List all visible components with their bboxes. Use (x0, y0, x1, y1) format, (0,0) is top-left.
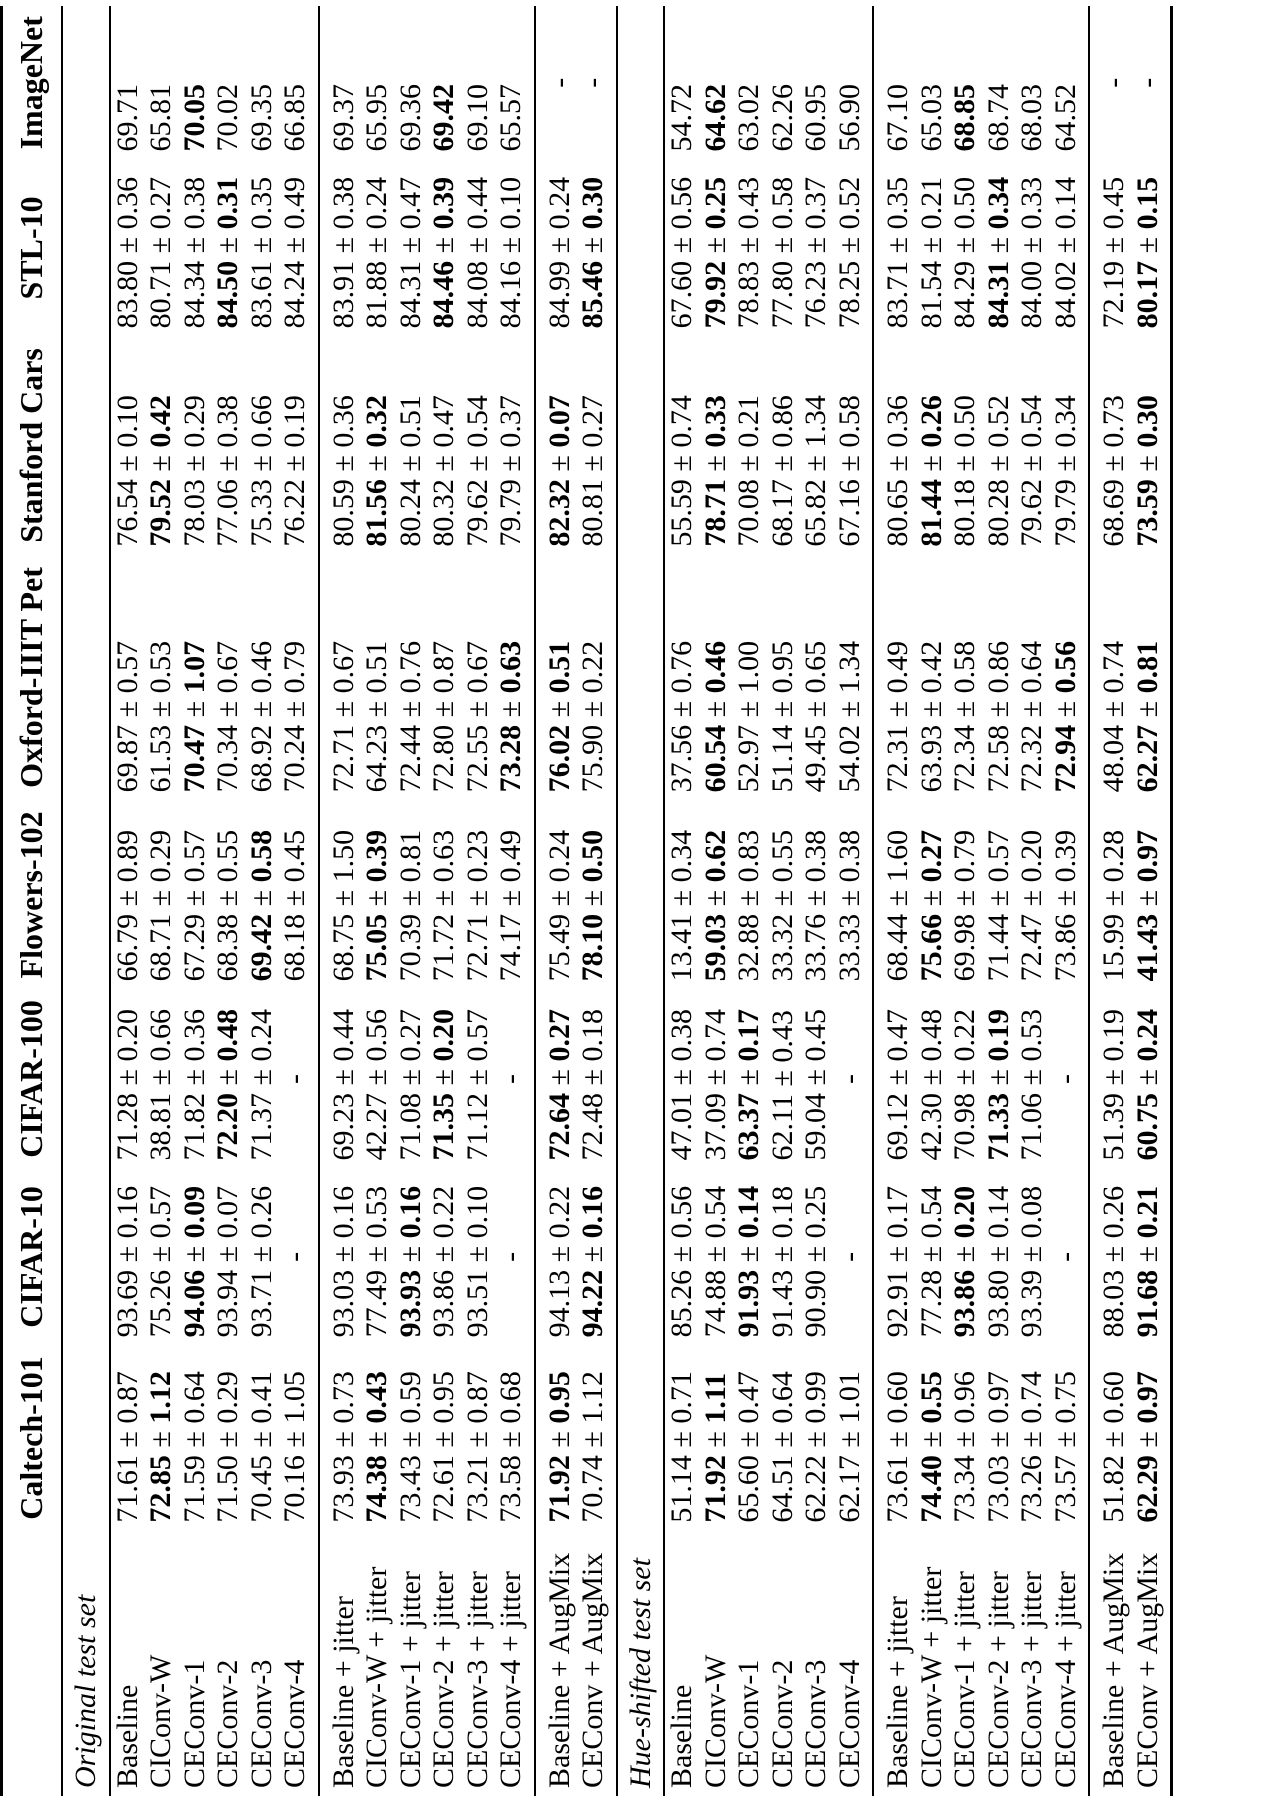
metric-cell: 78.25 ± 0.52 (832, 176, 866, 329)
metric-cell: 91.43 ± 0.18 (765, 1185, 799, 1338)
metric-cell: 72.80 ± 0.87 (427, 640, 460, 793)
metric-cell: 51.14 ± 0.95 (765, 640, 799, 793)
model-name: CEConv-2 + jitter (427, 1571, 460, 1788)
header-dataset: Caltech-101 (2, 1345, 63, 1530)
model-name: CIConv-W (698, 1654, 732, 1788)
header-dataset: Oxford-IIIT Pet (2, 555, 63, 801)
metric-cell: 84.16 ± 0.10 (494, 176, 527, 329)
header-model (2, 1531, 63, 1796)
model-name: Baseline + AugMix (535, 1531, 577, 1796)
metric-cell: 76.22 ± 0.19 (278, 395, 311, 547)
metric-cell: 66.79 ± 0.89 (110, 829, 144, 982)
metric-cell: 71.12 ± 0.57 (460, 1009, 494, 1161)
table-row (1015, 6, 1049, 1796)
metric-cell: 71.37 ± 0.24 (244, 1009, 278, 1161)
metric-cell: 90.90 ± 0.25 (799, 1185, 832, 1338)
metric-cell: 94.06 ± 0.09 (177, 1185, 211, 1338)
table-body (62, 6, 1172, 1796)
metric-cell: 51.82 ± 0.60 (1089, 1345, 1131, 1530)
metric-cell: 81.56 ± 0.32 (360, 395, 393, 547)
metric-cell: 63.02 (732, 84, 765, 152)
metric-cell: 71.50 ± 0.29 (211, 1371, 244, 1523)
metric-cell: - (576, 77, 609, 88)
metric-cell: - (832, 1251, 866, 1262)
metric-cell: 91.93 ± 0.14 (732, 1185, 765, 1338)
model-name: CEConv-4 + jitter (494, 1571, 527, 1788)
metric-cell: - (494, 1073, 527, 1084)
metric-cell: 84.29 ± 0.50 (948, 176, 981, 329)
metric-cell: 81.54 ± 0.21 (914, 176, 948, 329)
metric-cell: - (832, 1073, 866, 1084)
metric-cell: 70.34 ± 0.67 (211, 640, 244, 793)
metric-cell: 68.44 ± 1.60 (873, 800, 915, 989)
metric-cell: 70.47 ± 1.07 (177, 640, 211, 793)
metric-cell: 73.59 ± 0.30 (1131, 336, 1172, 554)
metric-cell: 80.71 ± 0.27 (144, 176, 177, 329)
metric-cell: 80.17 ± 0.15 (1131, 160, 1172, 337)
table-row (833, 6, 874, 1796)
metric-cell: 73.03 ± 0.97 (981, 1371, 1015, 1523)
model-name: CEConv-3 (244, 1659, 278, 1788)
metric-cell: 71.82 ± 0.36 (177, 1009, 211, 1161)
metric-cell: 81.88 ± 0.24 (360, 176, 393, 329)
metric-cell: 65.60 ± 0.47 (732, 1371, 765, 1523)
metric-cell: 62.26 (765, 84, 799, 152)
table-row (1049, 6, 1090, 1796)
metric-cell: 73.26 ± 0.74 (1015, 1371, 1048, 1523)
model-name: CEConv-4 (278, 1659, 311, 1788)
metric-cell: 84.24 ± 0.49 (278, 176, 311, 329)
metric-cell: 84.31 ± 0.34 (981, 176, 1015, 329)
metric-cell: - (278, 1251, 311, 1262)
metric-cell: 71.35 ± 0.20 (427, 1009, 460, 1161)
table-row (278, 6, 319, 1796)
table-row (766, 6, 800, 1796)
model-name: CIConv-W + jitter (914, 1566, 948, 1788)
metric-cell: 69.10 (460, 84, 494, 152)
model-name: CEConv-1 + jitter (393, 1571, 427, 1788)
metric-cell: 68.17 ± 0.86 (765, 395, 799, 547)
metric-cell: 93.51 ± 0.10 (460, 1185, 494, 1338)
metric-cell: 84.31 ± 0.47 (393, 176, 427, 329)
metric-cell: 15.99 ± 0.28 (1089, 800, 1131, 989)
metric-cell: 83.71 ± 0.35 (873, 160, 915, 337)
metric-cell: 75.33 ± 0.66 (244, 395, 278, 547)
metric-cell: 37.56 ± 0.76 (665, 640, 698, 793)
metric-cell: 70.45 ± 0.41 (244, 1371, 278, 1523)
metric-cell: 60.75 ± 0.24 (1131, 989, 1172, 1168)
metric-cell: 72.85 ± 1.12 (144, 1371, 177, 1523)
metric-cell: 54.72 (665, 84, 698, 152)
metric-cell: 70.05 (177, 84, 211, 152)
metric-cell: 88.03 ± 0.26 (1089, 1168, 1131, 1345)
metric-cell: - (1048, 1073, 1082, 1084)
metric-cell: 75.66 ± 0.27 (914, 829, 948, 982)
metric-cell: 68.75 ± 1.50 (319, 800, 361, 989)
metric-cell: 73.28 ± 0.63 (494, 640, 527, 793)
metric-cell: 79.62 ± 0.54 (460, 395, 494, 547)
metric-cell: 67.29 ± 0.57 (177, 829, 211, 982)
metric-cell: 82.32 ± 0.07 (535, 336, 577, 554)
model-name: CEConv-3 (799, 1659, 832, 1788)
metric-cell: 76.54 ± 0.10 (110, 395, 144, 547)
metric-cell: 71.92 ± 0.95 (535, 1345, 577, 1530)
model-name: CEConv-4 + jitter (1048, 1571, 1082, 1788)
metric-cell: 84.02 ± 0.14 (1048, 176, 1082, 329)
metric-cell: 67.16 ± 0.58 (832, 395, 866, 547)
metric-cell: 71.72 ± 0.63 (427, 829, 460, 982)
model-name: CEConv-2 + jitter (981, 1571, 1015, 1788)
metric-cell: 47.01 ± 0.38 (665, 1009, 698, 1161)
metric-cell: 93.80 ± 0.14 (981, 1185, 1015, 1338)
metric-cell: 73.34 ± 0.96 (948, 1371, 981, 1523)
table-row (211, 6, 245, 1796)
metric-cell: 70.74 ± 1.12 (576, 1371, 609, 1523)
metric-cell: 55.59 ± 0.74 (665, 395, 698, 547)
metric-cell: 70.08 ± 0.21 (732, 395, 765, 547)
metric-cell: 56.90 (832, 84, 866, 152)
metric-cell: 60.95 (799, 84, 832, 152)
table-row (664, 6, 699, 1796)
metric-cell: 62.27 ± 0.81 (1131, 555, 1172, 801)
section-header-row (62, 6, 110, 1796)
metric-cell: 70.98 ± 0.22 (948, 1009, 981, 1161)
metric-cell: 69.71 (110, 84, 144, 152)
model-name: Baseline + AugMix (1089, 1531, 1131, 1796)
metric-cell: 73.93 ± 0.73 (319, 1345, 361, 1530)
metric-cell: 94.22 ± 0.16 (576, 1185, 609, 1338)
metric-cell: 65.95 (360, 84, 393, 152)
table-row (699, 6, 733, 1796)
header-dataset: CIFAR-100 (2, 989, 63, 1168)
metric-cell: 76.02 ± 0.51 (535, 555, 577, 801)
metric-cell: 84.46 ± 0.39 (427, 176, 460, 329)
model-name: CIConv-W + jitter (360, 1566, 393, 1788)
metric-cell: 70.16 ± 1.05 (278, 1371, 311, 1523)
metric-cell: 68.18 ± 0.45 (278, 829, 311, 982)
metric-cell: 62.22 ± 0.99 (799, 1371, 832, 1523)
metric-cell: 69.87 ± 0.57 (110, 640, 144, 793)
metric-cell: 72.94 ± 0.56 (1048, 640, 1082, 793)
metric-cell: 59.04 ± 0.45 (799, 1009, 832, 1161)
metric-cell: 84.34 ± 0.38 (177, 176, 211, 329)
metric-cell: 93.93 ± 0.16 (393, 1185, 427, 1338)
metric-cell: 72.71 ± 0.23 (460, 829, 494, 982)
metric-cell: 71.08 ± 0.27 (393, 1009, 427, 1161)
metric-cell: 85.46 ± 0.30 (576, 176, 609, 329)
metric-cell: 84.00 ± 0.33 (1015, 176, 1048, 329)
metric-cell: 71.61 ± 0.87 (110, 1371, 144, 1523)
model-name: CEConv-1 (732, 1659, 765, 1788)
metric-cell: 79.52 ± 0.42 (144, 395, 177, 547)
metric-cell: 80.81 ± 0.27 (576, 395, 609, 547)
metric-cell: 72.31 ± 0.49 (873, 555, 915, 801)
metric-cell: 33.76 ± 0.38 (799, 829, 832, 982)
metric-cell: 80.59 ± 0.36 (319, 336, 361, 554)
metric-cell: 79.92 ± 0.25 (698, 176, 732, 329)
metric-cell: 59.03 ± 0.62 (698, 829, 732, 982)
metric-cell: 37.09 ± 0.74 (698, 1009, 732, 1161)
model-name: Baseline (665, 1684, 698, 1788)
metric-cell: 72.55 ± 0.67 (460, 640, 494, 793)
table-row (732, 6, 766, 1796)
header-dataset: Flowers-102 (2, 800, 63, 989)
metric-cell: 72.34 ± 0.58 (948, 640, 981, 793)
model-name: CEConv + AugMix (1131, 1531, 1172, 1796)
metric-cell: 63.93 ± 0.42 (914, 640, 948, 793)
header-dataset: ImageNet (2, 6, 63, 160)
metric-cell: 84.08 ± 0.44 (460, 176, 494, 329)
metric-cell: 94.13 ± 0.22 (535, 1168, 577, 1345)
metric-cell: 75.26 ± 0.57 (144, 1185, 177, 1338)
metric-cell: 74.38 ± 0.43 (360, 1371, 393, 1523)
table-row (982, 6, 1016, 1796)
metric-cell: 77.80 ± 0.58 (765, 176, 799, 329)
metric-cell: 68.03 (1015, 84, 1048, 152)
metric-cell: 68.74 (981, 84, 1015, 152)
table-row (576, 6, 617, 1796)
metric-cell: 70.39 ± 0.81 (393, 829, 427, 982)
metric-cell: 73.57 ± 0.75 (1048, 1371, 1082, 1523)
metric-cell: 93.86 ± 0.22 (427, 1185, 460, 1338)
metric-cell: 72.71 ± 0.67 (319, 555, 361, 801)
metric-cell: 33.33 ± 0.38 (832, 829, 866, 982)
metric-cell: - (535, 6, 577, 160)
metric-cell: 81.44 ± 0.26 (914, 395, 948, 547)
metric-cell: 67.60 ± 0.56 (665, 176, 698, 329)
metric-cell: 73.58 ± 0.68 (494, 1371, 527, 1523)
metric-cell: 71.06 ± 0.53 (1015, 1009, 1048, 1161)
table-row (535, 6, 577, 1796)
metric-cell: 93.03 ± 0.16 (319, 1168, 361, 1345)
metric-cell: 71.59 ± 0.64 (177, 1371, 211, 1523)
table-row (245, 6, 279, 1796)
metric-cell: 83.61 ± 0.35 (244, 176, 278, 329)
metric-cell: 93.86 ± 0.20 (948, 1185, 981, 1338)
header-dataset: STL-10 (2, 160, 63, 337)
metric-cell: 68.71 ± 0.29 (144, 829, 177, 982)
metric-cell: 74.17 ± 0.49 (494, 829, 527, 982)
metric-cell: 62.17 ± 1.01 (832, 1371, 866, 1523)
table-row (110, 6, 145, 1796)
metric-cell: 69.35 (244, 84, 278, 152)
model-name: CEConv-2 (765, 1659, 799, 1788)
model-name: Baseline + jitter (319, 1531, 361, 1796)
metric-cell: 69.37 (319, 6, 361, 160)
metric-cell: 72.47 ± 0.20 (1015, 829, 1048, 982)
metric-cell: 42.27 ± 0.56 (360, 1009, 393, 1161)
metric-cell: - (1089, 6, 1131, 160)
metric-cell: 69.42 ± 0.58 (244, 829, 278, 982)
metric-cell: 72.48 ± 0.18 (576, 1009, 609, 1161)
metric-cell: 76.23 ± 0.37 (799, 176, 832, 329)
metric-cell: 51.39 ± 0.19 (1089, 989, 1131, 1168)
table-row (799, 6, 833, 1796)
metric-cell: 80.65 ± 0.36 (873, 336, 915, 554)
metric-cell: 33.32 ± 0.55 (765, 829, 799, 982)
metric-cell: 80.32 ± 0.47 (427, 395, 460, 547)
metric-cell: 93.69 ± 0.16 (110, 1185, 144, 1338)
metric-cell: 75.05 ± 0.39 (360, 829, 393, 982)
table-row (144, 6, 178, 1796)
metric-cell: 48.04 ± 0.74 (1089, 555, 1131, 801)
metric-cell: 83.91 ± 0.38 (319, 160, 361, 337)
metric-cell: 77.06 ± 0.38 (211, 395, 244, 547)
metric-cell: 64.62 (698, 84, 732, 152)
section-header-row (617, 6, 665, 1796)
table-row (461, 6, 495, 1796)
metric-cell: 54.02 ± 1.34 (832, 640, 866, 793)
model-name: Baseline + jitter (873, 1531, 915, 1796)
metric-cell: 75.90 ± 0.22 (576, 640, 609, 793)
metric-cell: 84.99 ± 0.24 (535, 160, 577, 337)
table-row (873, 6, 915, 1796)
metric-cell: 66.85 (278, 84, 311, 152)
table-row (178, 6, 212, 1796)
table-row (915, 6, 949, 1796)
metric-cell: 92.91 ± 0.17 (873, 1168, 915, 1345)
table-row (494, 6, 535, 1796)
metric-cell: 69.12 ± 0.47 (873, 989, 915, 1168)
header-dataset: Stanford Cars (2, 336, 63, 554)
metric-cell: 72.32 ± 0.64 (1015, 640, 1048, 793)
metric-cell: 78.03 ± 0.29 (177, 395, 211, 547)
metric-cell: 73.21 ± 0.87 (460, 1371, 494, 1523)
metric-cell: 69.42 (427, 84, 460, 152)
metric-cell: 72.58 ± 0.86 (981, 640, 1015, 793)
metric-cell: 71.28 ± 0.20 (110, 1009, 144, 1161)
metric-cell: 80.24 ± 0.51 (393, 395, 427, 547)
metric-cell: 74.88 ± 0.54 (698, 1185, 732, 1338)
metric-cell: 72.19 ± 0.45 (1089, 160, 1131, 337)
metric-cell: 83.80 ± 0.36 (110, 176, 144, 329)
metric-cell: 38.81 ± 0.66 (144, 1009, 177, 1161)
table-row (360, 6, 394, 1796)
metric-cell: - (1048, 1251, 1082, 1262)
metric-cell: 68.38 ± 0.55 (211, 829, 244, 982)
metric-cell: 91.68 ± 0.21 (1131, 1168, 1172, 1345)
metric-cell: 32.88 ± 0.83 (732, 829, 765, 982)
metric-cell: 78.10 ± 0.50 (576, 829, 609, 982)
metric-cell: 52.97 ± 1.00 (732, 640, 765, 793)
model-name: CEConv-1 + jitter (948, 1571, 981, 1788)
metric-cell: 62.29 ± 0.97 (1131, 1345, 1172, 1530)
metric-cell: - (278, 1073, 311, 1084)
metric-cell: 65.03 (914, 84, 948, 152)
metric-cell: 79.79 ± 0.34 (1048, 395, 1082, 547)
metric-cell: 72.64 ± 0.27 (535, 989, 577, 1168)
metric-cell: 13.41 ± 0.34 (665, 829, 698, 982)
metric-cell: 60.54 ± 0.46 (698, 640, 732, 793)
metric-cell: - (494, 1251, 527, 1262)
model-name: CEConv-3 + jitter (460, 1571, 494, 1788)
metric-cell: 72.61 ± 0.95 (427, 1371, 460, 1523)
metric-cell: 41.43 ± 0.97 (1131, 800, 1172, 989)
metric-cell: 71.44 ± 0.57 (981, 829, 1015, 982)
metric-cell: 71.33 ± 0.19 (981, 1009, 1015, 1161)
table-row (427, 6, 461, 1796)
table-header-row (2, 6, 63, 1796)
metric-cell: 61.53 ± 0.53 (144, 640, 177, 793)
table-row (948, 6, 982, 1796)
metric-cell: 64.52 (1048, 84, 1082, 152)
metric-cell: 74.40 ± 0.55 (914, 1371, 948, 1523)
metric-cell: 65.57 (494, 84, 527, 152)
table-row (1131, 6, 1172, 1796)
metric-cell: 84.50 ± 0.31 (211, 176, 244, 329)
metric-cell: 73.86 ± 0.39 (1048, 829, 1082, 982)
metric-cell: 67.10 (873, 6, 915, 160)
metric-cell: 62.11 ± 0.43 (765, 1010, 799, 1161)
metric-cell: 69.23 ± 0.44 (319, 989, 361, 1168)
table-row (319, 6, 361, 1796)
model-name: CEConv-4 (832, 1659, 866, 1788)
table-row (394, 6, 428, 1796)
metric-cell: 79.79 ± 0.37 (494, 395, 527, 547)
section-title: Hue-shifted test set (617, 6, 665, 1796)
metric-cell: 78.83 ± 0.43 (732, 176, 765, 329)
section-title: Original test set (62, 6, 110, 1796)
metric-cell: 78.71 ± 0.33 (698, 395, 732, 547)
metric-cell: 69.98 ± 0.79 (948, 829, 981, 982)
metric-cell: 77.28 ± 0.54 (914, 1185, 948, 1338)
metric-cell: 68.92 ± 0.46 (244, 640, 278, 793)
results-table (0, 6, 1173, 1796)
metric-cell: 70.02 (211, 84, 244, 152)
model-name: CEConv-2 (211, 1659, 244, 1788)
metric-cell: 93.94 ± 0.07 (211, 1185, 244, 1338)
metric-cell: 68.85 (948, 84, 981, 152)
metric-cell: 69.36 (393, 84, 427, 152)
metric-cell: 72.20 ± 0.48 (211, 1009, 244, 1161)
metric-cell: 73.61 ± 0.60 (873, 1345, 915, 1530)
metric-cell: 73.43 ± 0.59 (393, 1371, 427, 1523)
metric-cell: 49.45 ± 0.65 (799, 640, 832, 793)
metric-cell: 64.23 ± 0.51 (360, 640, 393, 793)
metric-cell: 64.51 ± 0.64 (765, 1371, 799, 1523)
metric-cell: 51.14 ± 0.71 (665, 1371, 698, 1523)
metric-cell: 71.92 ± 1.11 (698, 1372, 732, 1523)
metric-cell: 80.18 ± 0.50 (948, 395, 981, 547)
metric-cell: 72.44 ± 0.76 (393, 640, 427, 793)
metric-cell: 77.49 ± 0.53 (360, 1185, 393, 1338)
model-name: CIConv-W (144, 1654, 177, 1788)
metric-cell: 70.24 ± 0.79 (278, 640, 311, 793)
metric-cell: 93.71 ± 0.26 (244, 1185, 278, 1338)
metric-cell: 75.49 ± 0.24 (535, 800, 577, 989)
model-name: CEConv + AugMix (576, 1552, 609, 1788)
metric-cell: 68.69 ± 0.73 (1089, 336, 1131, 554)
metric-cell: 42.30 ± 0.48 (914, 1009, 948, 1161)
model-name: CEConv-1 (177, 1659, 211, 1788)
metric-cell: - (1131, 6, 1172, 160)
model-name: Baseline (110, 1684, 144, 1788)
metric-cell: 63.37 ± 0.17 (732, 1009, 765, 1161)
table-row (1089, 6, 1131, 1796)
metric-cell: 79.62 ± 0.54 (1015, 395, 1048, 547)
metric-cell: 85.26 ± 0.56 (665, 1185, 698, 1338)
metric-cell: 65.82 ± 1.34 (799, 395, 832, 547)
metric-cell: 80.28 ± 0.52 (981, 395, 1015, 547)
model-name: CEConv-3 + jitter (1015, 1571, 1048, 1788)
metric-cell: 93.39 ± 0.08 (1015, 1185, 1048, 1338)
header-dataset: CIFAR-10 (2, 1168, 63, 1345)
metric-cell: 65.81 (144, 84, 177, 152)
